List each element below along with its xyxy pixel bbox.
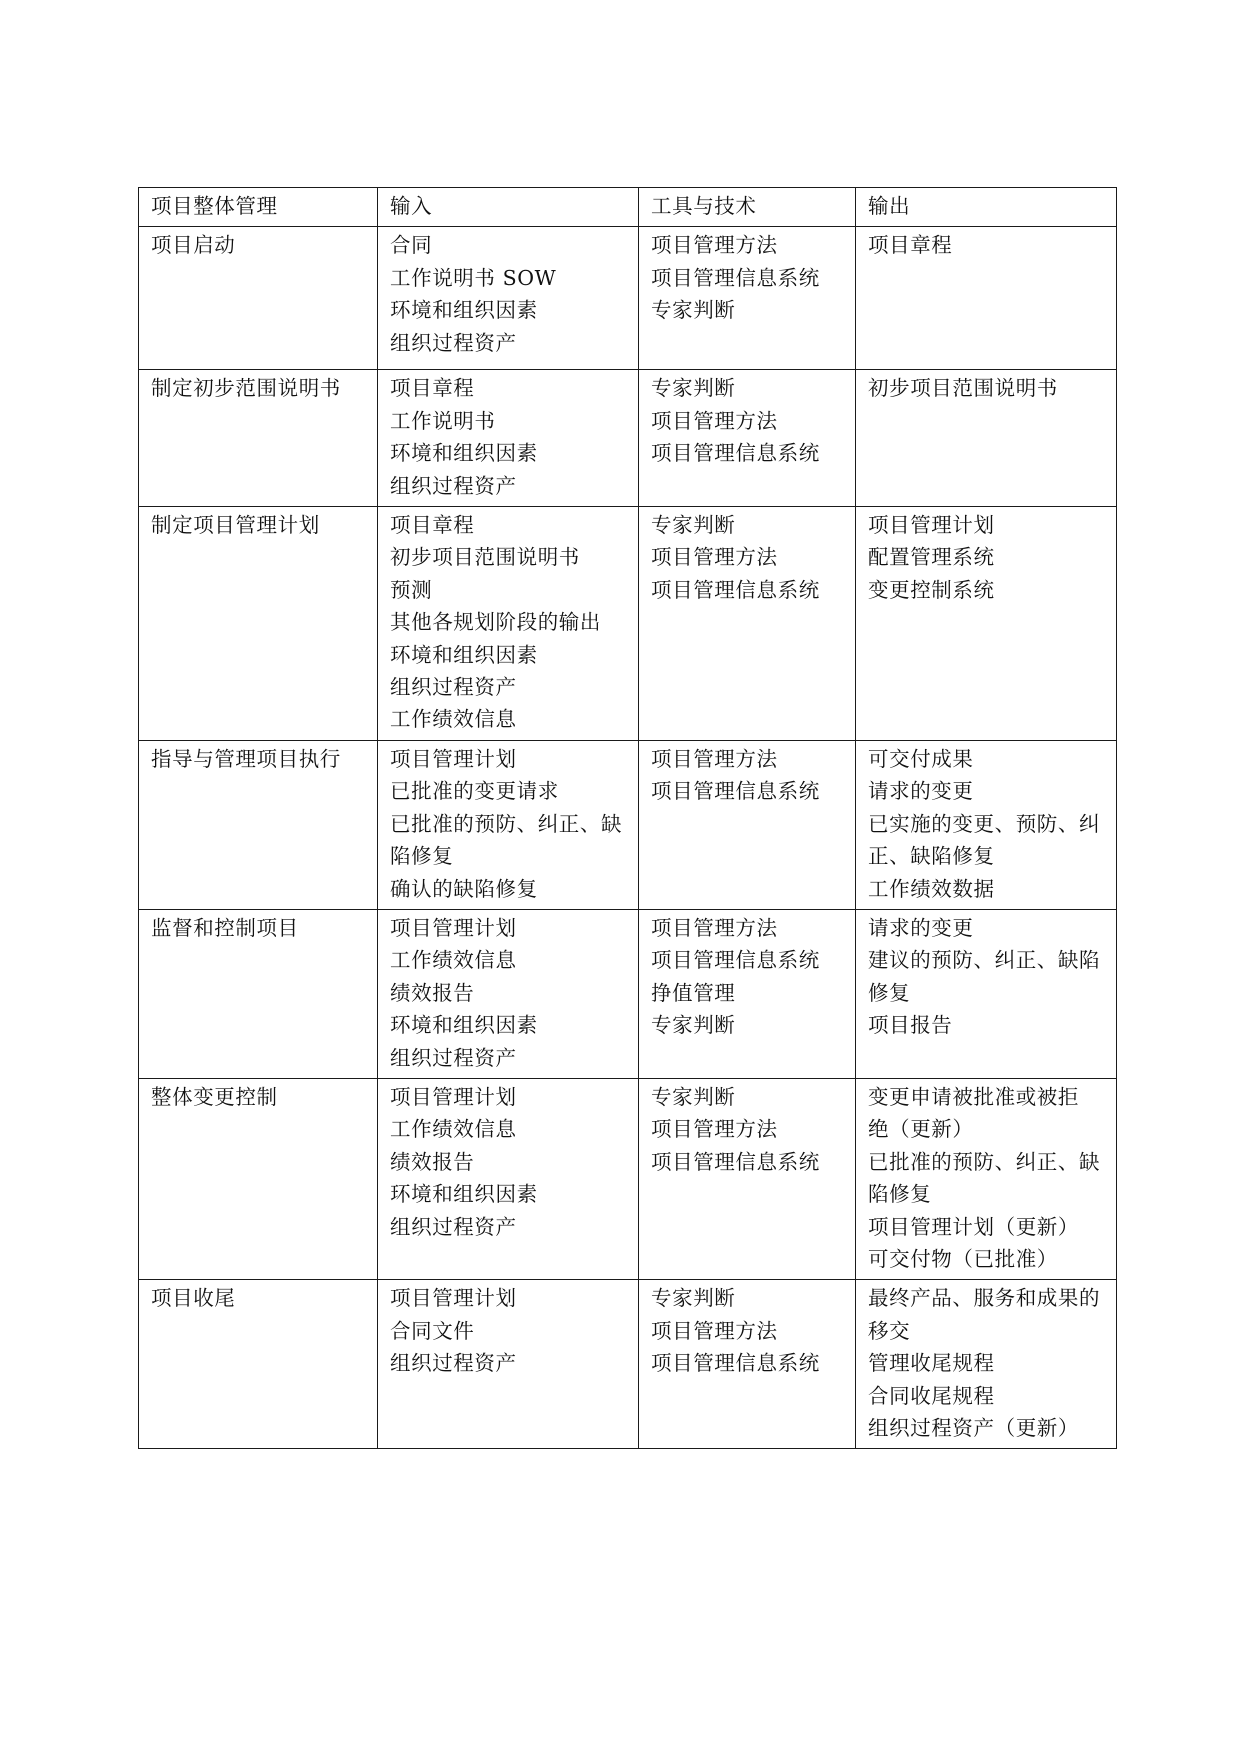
input-item: 组织过程资产 xyxy=(390,330,517,355)
table-row xyxy=(139,909,1117,1078)
output-item: 已实施的变更、预防、纠 xyxy=(868,811,1101,836)
table-row xyxy=(139,227,1117,370)
input-item: 合同文件 xyxy=(390,1318,475,1343)
tool-item: 专家判断 xyxy=(651,1084,736,1109)
outputs-cell-list xyxy=(868,743,1108,905)
tools-cell-list xyxy=(651,509,847,606)
inputs-cell xyxy=(378,507,639,741)
tool-item: 项目管理方法 xyxy=(651,915,778,940)
output-item: 工作绩效数据 xyxy=(868,876,995,901)
input-item: 初步项目范围说明书 xyxy=(390,545,580,570)
input-item: 项目章程 xyxy=(390,376,475,401)
input-item: 环境和组织因素 xyxy=(390,1182,538,1207)
input-item: 已批准的变更请求 xyxy=(390,779,559,804)
inputs-cell-list xyxy=(390,372,630,502)
tool-item: 项目管理方法 xyxy=(651,746,778,771)
input-item: 环境和组织因素 xyxy=(390,441,538,466)
output-item: 项目报告 xyxy=(868,1013,953,1038)
output-item: 修复 xyxy=(868,980,911,1005)
input-item: 确认的缺陷修复 xyxy=(390,876,538,901)
outputs-cell xyxy=(856,227,1117,370)
output-item: 请求的变更 xyxy=(868,915,974,940)
output-item: 最终产品、服务和成果的 xyxy=(868,1286,1101,1311)
outputs-cell xyxy=(856,740,1117,909)
tools-cell xyxy=(639,227,856,370)
outputs-cell-list xyxy=(868,1282,1108,1444)
tools-cell-list xyxy=(651,1282,847,1379)
inputs-cell xyxy=(378,909,639,1078)
table-row xyxy=(139,1078,1117,1279)
tool-item: 专家判断 xyxy=(651,376,736,401)
outputs-cell xyxy=(856,1280,1117,1449)
input-item: 项目管理计划 xyxy=(390,1084,517,1109)
table-row xyxy=(139,1280,1117,1449)
output-item: 可交付成果 xyxy=(868,746,974,771)
inputs-cell xyxy=(378,1078,639,1279)
output-item: 管理收尾规程 xyxy=(868,1351,995,1376)
tools-cell xyxy=(639,909,856,1078)
inputs-cell-list xyxy=(390,743,630,905)
tool-item: 项目管理信息系统 xyxy=(651,1351,820,1376)
outputs-cell xyxy=(856,370,1117,507)
table-body xyxy=(139,188,1117,1449)
tool-item: 项目管理信息系统 xyxy=(651,441,820,466)
output-item: 组织过程资产（更新） xyxy=(868,1416,1079,1440)
process-name-cell: 监督和控制项目 xyxy=(139,909,378,1078)
input-item: 组织过程资产 xyxy=(390,473,517,498)
output-item: 项目管理计划（更新） xyxy=(868,1214,1079,1239)
inputs-cell xyxy=(378,740,639,909)
output-item: 变更申请被批准或被拒 xyxy=(868,1084,1079,1109)
tools-cell xyxy=(639,1078,856,1279)
tool-item: 项目管理方法 xyxy=(651,233,778,258)
outputs-cell-list xyxy=(868,229,1108,261)
process-name-cell: 项目启动 xyxy=(139,227,378,370)
tools-cell-list xyxy=(651,743,847,808)
inputs-cell xyxy=(378,370,639,507)
inputs-cell xyxy=(378,227,639,370)
tools-cell-list xyxy=(651,229,847,326)
input-item: 环境和组织因素 xyxy=(390,298,538,323)
tool-item: 专家判断 xyxy=(651,298,736,323)
header-row xyxy=(139,188,1117,227)
output-item: 项目章程 xyxy=(868,233,953,258)
input-item: 组织过程资产 xyxy=(390,675,517,700)
outputs-cell xyxy=(856,507,1117,741)
output-item: 正、缺陷修复 xyxy=(868,844,995,869)
outputs-cell-list xyxy=(868,1081,1108,1275)
tool-item: 项目管理方法 xyxy=(651,545,778,570)
tool-item: 项目管理信息系统 xyxy=(651,577,820,602)
output-item: 请求的变更 xyxy=(868,779,974,804)
header-inputs: 输入 xyxy=(378,188,639,227)
outputs-cell-list xyxy=(868,912,1108,1042)
input-item: 工作绩效信息 xyxy=(390,707,517,732)
tool-item: 项目管理信息系统 xyxy=(651,948,820,973)
input-item: 其他各规划阶段的输出 xyxy=(390,610,601,635)
table-row xyxy=(139,370,1117,507)
process-name-cell: 项目收尾 xyxy=(139,1280,378,1449)
output-item: 陷修复 xyxy=(868,1182,932,1207)
tool-item: 项目管理信息系统 xyxy=(651,265,820,290)
output-item: 项目管理计划 xyxy=(868,513,995,538)
tool-item: 专家判断 xyxy=(651,1013,736,1038)
output-item: 移交 xyxy=(868,1318,911,1343)
table-row xyxy=(139,740,1117,909)
tools-cell-list xyxy=(651,372,847,469)
output-item: 已批准的预防、纠正、缺 xyxy=(868,1149,1101,1174)
input-item: 工作绩效信息 xyxy=(390,948,517,973)
tools-cell xyxy=(639,370,856,507)
output-item: 配置管理系统 xyxy=(868,545,995,570)
input-item: 组织过程资产 xyxy=(390,1351,517,1376)
header-process: 项目整体管理 xyxy=(139,188,378,227)
inputs-cell-list xyxy=(390,509,630,736)
input-item: 环境和组织因素 xyxy=(390,1013,538,1038)
tools-cell-list xyxy=(651,1081,847,1178)
table-row xyxy=(139,507,1117,741)
tool-item: 专家判断 xyxy=(651,513,736,538)
input-item: 项目章程 xyxy=(390,513,475,538)
input-item: 组织过程资产 xyxy=(390,1045,517,1070)
output-item: 绝（更新） xyxy=(868,1117,974,1142)
inputs-cell-list xyxy=(390,229,630,359)
tool-item: 专家判断 xyxy=(651,1286,736,1311)
tools-cell xyxy=(639,1280,856,1449)
header-outputs: 输出 xyxy=(856,188,1117,227)
input-item: 已批准的预防、纠正、缺 xyxy=(390,811,623,836)
input-item: 绩效报告 xyxy=(390,1149,475,1174)
outputs-cell-list xyxy=(868,372,1108,404)
tool-item: 挣值管理 xyxy=(651,980,736,1005)
inputs-cell xyxy=(378,1280,639,1449)
outputs-cell xyxy=(856,909,1117,1078)
tool-item: 项目管理方法 xyxy=(651,1318,778,1343)
tools-cell xyxy=(639,740,856,909)
input-item: 环境和组织因素 xyxy=(390,642,538,667)
inputs-cell-list xyxy=(390,1081,630,1243)
tools-cell-list xyxy=(651,912,847,1042)
input-item: 项目管理计划 xyxy=(390,746,517,771)
process-name-cell: 制定初步范围说明书 xyxy=(139,370,378,507)
tool-item: 项目管理信息系统 xyxy=(651,779,820,804)
output-item: 可交付物（已批准） xyxy=(868,1246,1058,1271)
input-item: 工作说明书 SOW xyxy=(390,265,557,290)
integration-management-table xyxy=(138,187,1117,1449)
input-item: 项目管理计划 xyxy=(390,1286,517,1311)
process-name-cell: 整体变更控制 xyxy=(139,1078,378,1279)
input-item: 绩效报告 xyxy=(390,980,475,1005)
input-item: 预测 xyxy=(390,577,433,602)
outputs-cell-list xyxy=(868,509,1108,606)
process-name-cell: 指导与管理项目执行 xyxy=(139,740,378,909)
header-tools: 工具与技术 xyxy=(639,188,856,227)
inputs-cell-list xyxy=(390,912,630,1074)
input-item: 项目管理计划 xyxy=(390,915,517,940)
input-item: 工作说明书 xyxy=(390,408,496,433)
output-item: 建议的预防、纠正、缺陷 xyxy=(868,948,1101,973)
input-item: 工作绩效信息 xyxy=(390,1117,517,1142)
tool-item: 项目管理信息系统 xyxy=(651,1149,820,1174)
outputs-cell xyxy=(856,1078,1117,1279)
input-item: 陷修复 xyxy=(390,844,454,869)
tool-item: 项目管理方法 xyxy=(651,408,778,433)
input-item: 合同 xyxy=(390,233,433,258)
tool-item: 项目管理方法 xyxy=(651,1117,778,1142)
output-item: 合同收尾规程 xyxy=(868,1383,995,1408)
output-item: 初步项目范围说明书 xyxy=(868,376,1058,401)
inputs-cell-list xyxy=(390,1282,630,1379)
output-item: 变更控制系统 xyxy=(868,577,995,602)
process-name-cell: 制定项目管理计划 xyxy=(139,507,378,741)
tools-cell xyxy=(639,507,856,741)
input-item: 组织过程资产 xyxy=(390,1214,517,1239)
